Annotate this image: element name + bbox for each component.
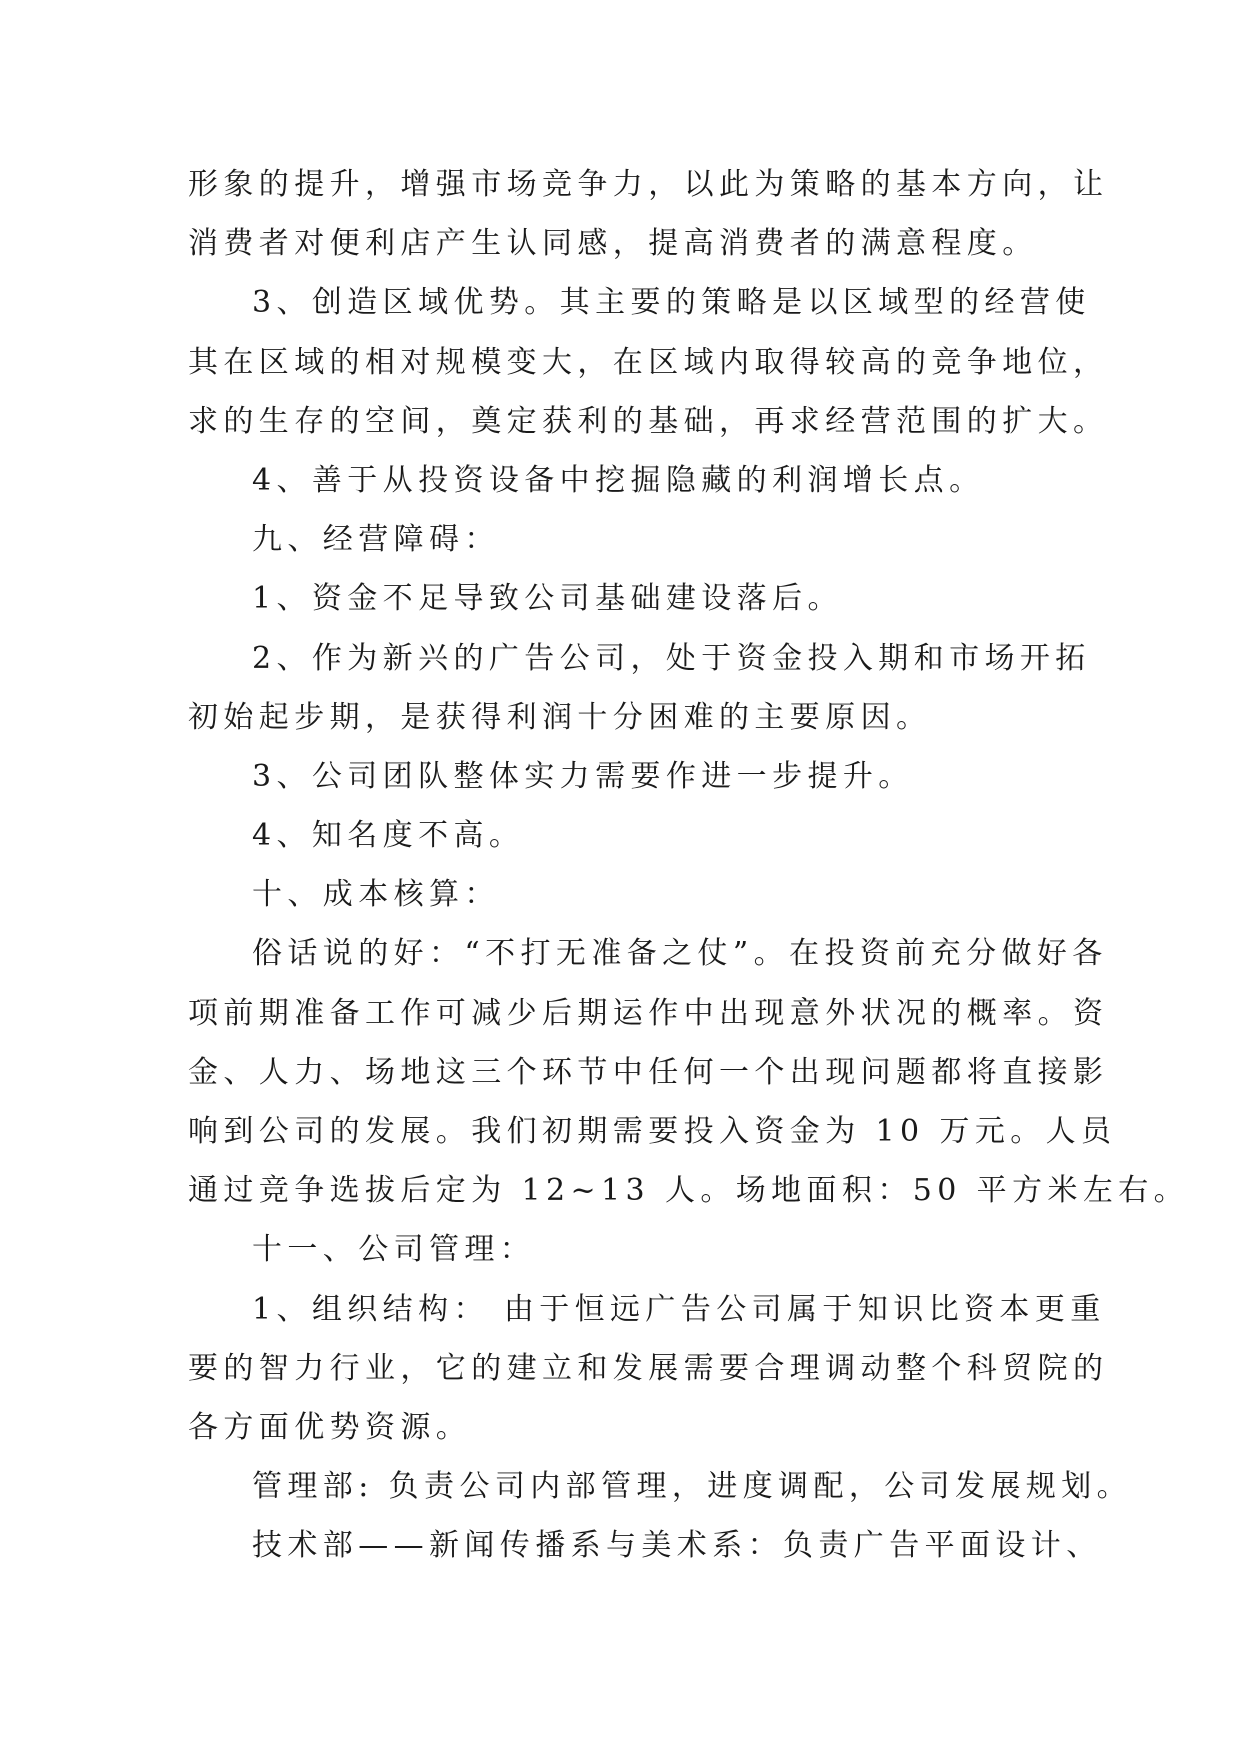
text-line: 消费者对便利店产生认同感，提高消费者的满意程度。: [188, 226, 1038, 262]
text-line: 3、公司团队整体实力需要作进一步提升。: [252, 758, 914, 794]
text-line: 各方面优势资源。: [188, 1409, 472, 1445]
text-line: 4、善于从投资设备中挖掘隐藏的利润增长点。: [252, 462, 985, 498]
section-heading: 十、成本核算：: [252, 877, 500, 913]
text-line: 1、资金不足导致公司基础建设落后。: [252, 581, 843, 617]
text-line: 要的智力行业，它的建立和发展需要合理调动整个科贸院的: [188, 1350, 1109, 1386]
text-line: 3、创造区域优势。其主要的策略是以区域型的经营使: [252, 285, 1091, 321]
text-line: 求的生存的空间，奠定获利的基础，再求经营范围的扩大。: [188, 403, 1109, 439]
text-line: 2、作为新兴的广告公司，处于资金投入期和市场开拓: [252, 640, 1091, 676]
text-line: 其在区域的相对规模变大，在区域内取得较高的竞争地位，: [188, 344, 1109, 380]
text-line: 初始起步期，是获得利润十分困难的主要原因。: [188, 699, 932, 735]
text-line: 形象的提升，增强市场竞争力，以此为策略的基本方向，让: [188, 167, 1109, 202]
text-line: 项前期准备工作可减少后期运作中出现意外状况的概率。资: [188, 995, 1109, 1031]
text-line: 管理部: 负责公司内部管理，进度调配，公司发展规划。: [252, 1469, 1133, 1505]
section-heading: 十一、公司管理：: [252, 1232, 536, 1268]
text-line: 1、组织结构： 由于恒远广告公司属于知识比资本更重: [252, 1291, 1106, 1327]
section-heading: 九、经营障碍：: [252, 522, 500, 558]
text-line: 响到公司的发展。我们初期需要投入资金为 10 万元。人员: [188, 1114, 1117, 1149]
document-body: [188, 155, 1190, 1576]
text-line: 金、人力、场地这三个环节中任何一个出现问题都将直接影: [188, 1054, 1109, 1090]
text-line: 技术部——新闻传播系与美术系：负责广告平面设计、: [252, 1528, 1102, 1564]
text-line: 通过竞争选拔后定为 12~13 人。场地面积：50 平方米左右。: [188, 1173, 1190, 1209]
text-line: 俗话说的好：“不打无准备之仗”。在投资前充分做好各: [252, 936, 1108, 972]
text-line: 4、知名度不高。: [252, 818, 525, 854]
